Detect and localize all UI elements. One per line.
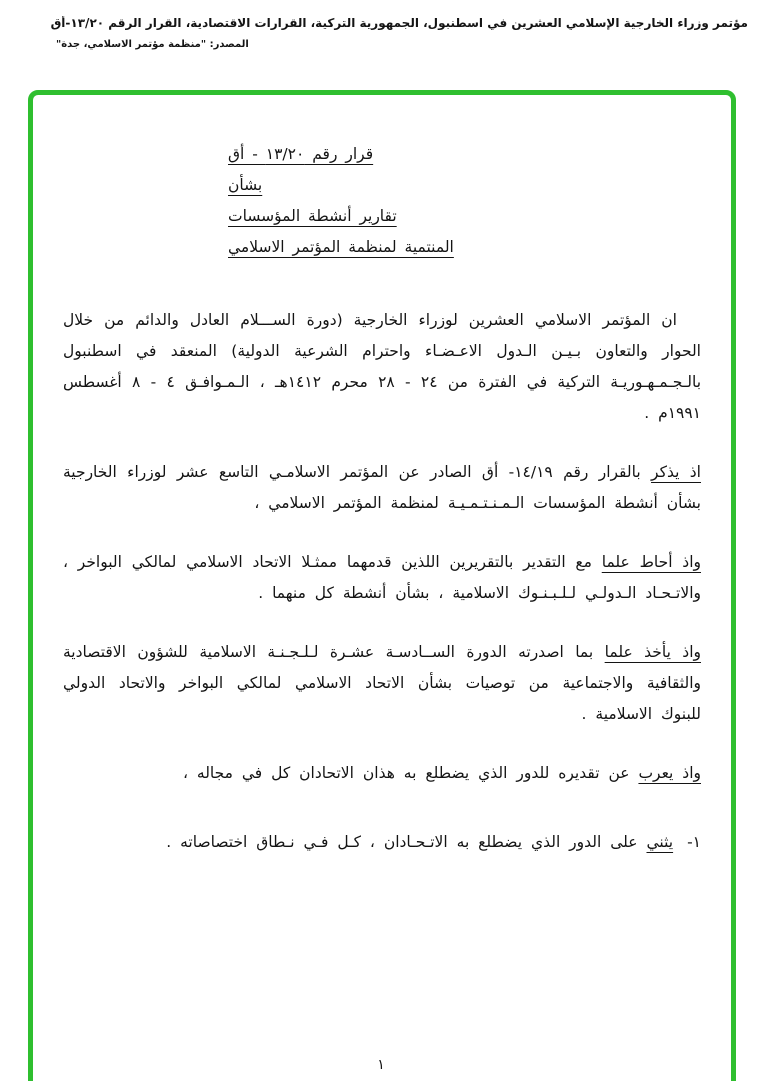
item-text xyxy=(63,827,673,858)
title-regarding: بشأن xyxy=(228,176,263,194)
paragraph-text: ان المؤتمر الاسلامي العشرين لوزراء الخارجية (دورة الســـلام العادل والدائم من خلال الحوار والتعاون بـيـن الـدول الاعـضـاء واحترام الشرعية الدولية) المنعقد في اسطنبول بالـجـمـهـوريـة التركية في الفترة من ٢٤ - ٢٨ محرم ١٤١٢هـ ، الـمـوافـق ٤ - ٨ أغسطس ١٩٩١م . xyxy=(63,311,702,422)
operative-item-1 xyxy=(63,827,701,858)
paragraph-text: بما اصدرته الدورة الســادسـة عشـرة لـلـجـنـة الاسلامية للشؤون الاقتصادية والثقافية والاجتماعية من توصيات بشأن الاتحاد الاسلامي لمالكي البواخر والاتحاد الدولي للبنوك الاسلامية . xyxy=(63,643,701,723)
paragraph-text: بالقرار رقم ١٤/١٩- أق الصادر عن المؤتمر الاسلامـي التاسع عشر لوزراء الخارجية بشأن أنشطة المؤسسات الـمـنـتـمـيـة لمنظمة المؤتمر الاسلامي ، xyxy=(63,463,701,512)
paragraph-lead-underlined: اذ يذكر xyxy=(651,463,701,481)
paragraph-lead-underlined: واذ يأخذ علما xyxy=(604,643,701,661)
preamble-paragraph xyxy=(63,305,701,429)
paragraph-text: مع التقدير بالتقريرين اللذين قدمهما ممثـلا الاتحاد الاسلامي لمالكي البواخر ، والاتـحـاد الـدولـي لـلـبـنـوك الاسلامية ، بشأن أنشطة كل منهما . xyxy=(63,553,701,602)
title-subject-line2: المنتمية لمنظمة المؤتمر الاسلامي xyxy=(228,238,454,256)
paragraph-lead-underlined: واذ أحاط علما xyxy=(601,553,701,571)
item-rest: على الدور الذي يضطلع به الاتـحـادان ، كـل فـي نـطاق اختصاصاته . xyxy=(166,833,647,851)
title-resolution-number: قرار رقم ١٣/٢٠ - أق xyxy=(228,145,374,163)
citation-header xyxy=(0,0,762,50)
item-number: ١- xyxy=(687,833,701,851)
resolution-title-block xyxy=(63,139,701,263)
paragraph-lead-underlined: واذ يعرب xyxy=(638,764,701,782)
page-number: ١ xyxy=(377,1057,385,1073)
item-lead-underlined: يثني xyxy=(646,833,674,851)
citation-title: مؤتمر وزراء الخارجية الإسلامي العشرين في اسطنبول، الجمهورية التركية، القرارات الاقتصادية، القرار الرقم ١٣/٢٠-أق xyxy=(50,16,748,30)
citation-source: المصدر: "منظمة مؤتمر الاسلامي، جدة" xyxy=(56,39,249,50)
noting-reports-paragraph xyxy=(63,547,701,609)
appreciation-paragraph xyxy=(63,758,701,789)
paragraph-text: عن تقديره للدور الذي يضطلع به هذان الاتحادان كل في مجاله ، xyxy=(182,764,639,782)
document-frame-border xyxy=(28,90,736,1081)
recalling-paragraph xyxy=(63,457,701,519)
taking-note-paragraph xyxy=(63,637,701,730)
title-subject-line1: تقارير أنشطة المؤسسات xyxy=(228,207,397,225)
